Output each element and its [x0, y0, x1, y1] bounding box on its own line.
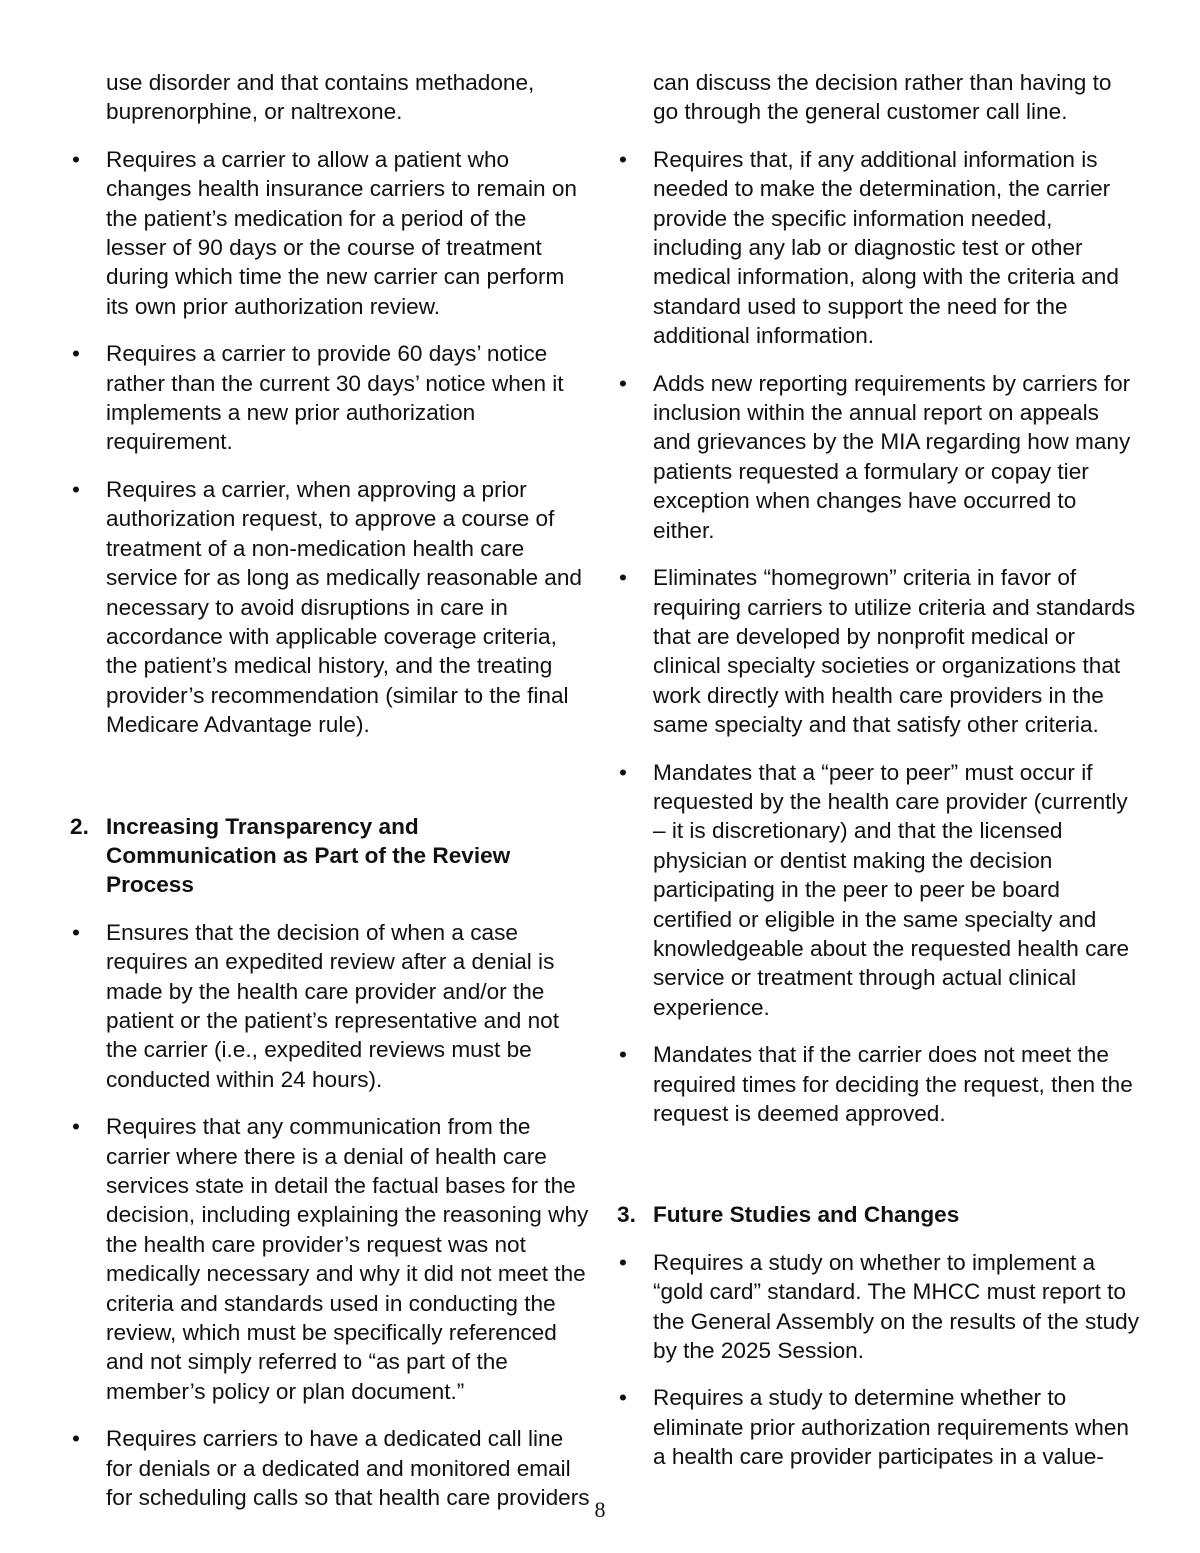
list-item-text: Requires that, if any additional information is needed to make the determination, the carrier provide the specific information needed, including any lab or diagnostic test or other medical information, along with the criteria and standard used to support the need for the additional information. [653, 146, 1119, 349]
section-number: 2. [70, 813, 89, 839]
bullet-icon: • [619, 1385, 627, 1411]
section-title: Increasing Transparency and Communication as Part of the Review Process [106, 813, 511, 898]
list-item-text: Eliminates “homegrown” criteria in favor of requiring carriers to utilize criteria and standards that are developed by nonprofit medical or clinical specialty societies or organizations that work directly with health care providers in the same specialty and that satisfy other criteria. [653, 565, 1136, 738]
section-number: 3. [617, 1202, 636, 1228]
bullet-list [70, 918, 590, 1513]
list-item-text: Requires a carrier, when approving a prior authorization request, to approve a course of treatment of a non-medication health care service for as long as medically reasonable and necessary to avoid disruptions in care in accordance with applicable coverage criteria, the patient’s medical history, and the treating provider’s recommendation (similar to the final Medicare Advantage rule). [106, 476, 582, 738]
bullet-icon: • [619, 146, 627, 172]
list-item [617, 563, 1142, 739]
list-item [617, 1248, 1142, 1366]
bullet-list [617, 1248, 1142, 1472]
page-number: 8 [594, 1497, 606, 1522]
bullet-icon: • [619, 1249, 627, 1275]
list-item [70, 918, 590, 1094]
list-item-text: Requires carriers to have a dedicated call line for denials or a dedicated and monitored email for scheduling calls so that health care providers [106, 1426, 590, 1511]
bullet-icon: • [72, 1426, 80, 1452]
bullet-icon: • [619, 1042, 627, 1068]
list-item-text: Requires a carrier to provide 60 days’ notice rather than the current 30 days’ notice when it implements a new prior authorization requirement. [106, 341, 564, 455]
bullet-list [617, 145, 1142, 1129]
list-item [617, 145, 1142, 351]
list-item-text: Ensures that the decision of when a case requires an expedited review after a denial is made by the health care provider and/or the patient or the patient’s representative and not the carrier (i.e., expedited reviews must be conducted within 24 hours). [106, 919, 560, 1092]
bullet-icon: • [72, 146, 80, 172]
list-item-text: Mandates that a “peer to peer” must occur if requested by the health care provider (currently – it is discretionary) and that the licensed physician or dentist making the decision participating in the peer to peer be board certified or eligible in the same specialty and knowledgeable about the requested health care service or treatment through actual clinical experience. [653, 759, 1130, 1020]
bullet-icon: • [619, 565, 627, 591]
list-item [617, 758, 1142, 1023]
bullet-icon: • [619, 759, 627, 785]
list-item-text: Requires a study on whether to implement a “gold card” standard. The MHCC must report to the General Assembly on the results of the study by the 2025 Session. [653, 1249, 1140, 1364]
continued-paragraph: use disorder and that contains methadone, buprenorphine, or naltrexone. [106, 70, 535, 125]
list-item-text: Requires a study to determine whether to eliminate prior authorization requirements when a health care provider participates in a value- [653, 1385, 1129, 1470]
list-item-text: Mandates that if the carrier does not meet the required times for deciding the request, then the request is deemed approved. [653, 1042, 1133, 1126]
list-item [70, 475, 590, 740]
list-item [617, 369, 1142, 545]
section-heading-3 [617, 1200, 1142, 1229]
bullet-icon: • [72, 1114, 80, 1140]
bullet-icon: • [72, 919, 80, 945]
right-column [617, 68, 1142, 1490]
list-item [617, 1040, 1142, 1128]
left-column [70, 68, 590, 1530]
list-item-text: Adds new reporting requirements by carriers for inclusion within the annual report on appeals and grievances by the MIA regarding how many patients requested a formulary or copay tier exception when changes have occurred to either. [653, 370, 1131, 543]
bullet-icon: • [619, 370, 627, 396]
bullet-list [70, 145, 590, 740]
list-item [617, 1383, 1142, 1471]
section-heading-2 [70, 812, 590, 900]
list-item [70, 339, 590, 457]
list-item-text: Requires that any communication from the carrier where there is a denial of health care services state in detail the factual bases for the decision, including explaining the reasoning why the health care provider’s request was not medically necessary and why it did not meet the criteria and standards used in conducting the review, which must be specifically referenced and not simply referred to “as part of the member’s policy or plan document.” [106, 1114, 589, 1404]
bullet-icon: • [72, 341, 80, 367]
list-item [70, 145, 590, 321]
continued-paragraph: can discuss the decision rather than having to go through the general customer call line. [653, 70, 1112, 125]
bullet-icon: • [72, 476, 80, 502]
list-item-text: Requires a carrier to allow a patient who changes health insurance carriers to remain on the patient’s medication for a period of the lesser of 90 days or the course of treatment during which time the new carrier can perform its own prior authorization review. [106, 146, 577, 319]
list-item [70, 1112, 590, 1406]
section-title: Future Studies and Changes [653, 1202, 960, 1228]
